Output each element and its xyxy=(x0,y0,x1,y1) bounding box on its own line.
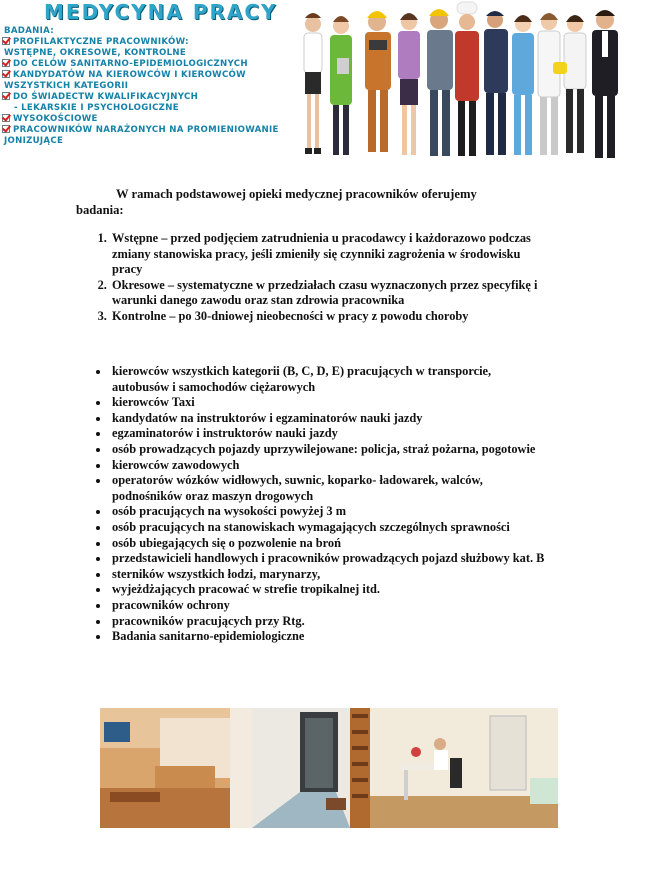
banner-list-item-label: WYSOKOŚCIOWE xyxy=(13,114,98,124)
checkmark-icon xyxy=(2,92,10,100)
banner-list-item xyxy=(2,114,279,125)
checkmark-icon xyxy=(2,114,10,122)
banner-list-item-label: BADANIA: xyxy=(4,26,55,36)
banner-list-item-label: JONIZUJĄCE xyxy=(4,136,64,146)
worker-group-item: • pracowników pracujących przy Rtg. xyxy=(110,614,550,630)
banner-list-item xyxy=(2,136,279,147)
banner-list-item xyxy=(2,92,279,103)
checkmark-icon xyxy=(2,125,10,133)
banner-list-item xyxy=(2,103,279,114)
exam-type-item: 1. Wstępne – przed podjęciem zatrudnienia u pracodawcy i każdorazowo podczas zmiany stanowiska pracy, jeśli zmieniły się czynniki zagrożenia w środowisku pracy xyxy=(110,231,550,278)
banner-text-panel xyxy=(0,0,300,172)
exam-types-list xyxy=(76,231,550,325)
clinic-interior-photos xyxy=(100,708,558,828)
banner-list-item-label: WSTĘPNE, OKRESOWE, KONTROLNE xyxy=(4,48,187,58)
worker-group-item: • osób pracujących na stanowiskach wymagających szczególnych sprawności xyxy=(110,520,550,536)
exam-type-item: 3. Kontrolne – po 30-dniowej nieobecności w pracy z powodu choroby xyxy=(110,309,550,325)
worker-group-item: • kandydatów na instruktorów i egzaminatorów nauki jazdy xyxy=(110,411,550,427)
banner-list-item-label: WSZYSTKICH KATEGORII xyxy=(4,81,129,91)
worker-group-item: • pracowników ochrony xyxy=(110,598,550,614)
banner-list-item-label: KANDYDATÓW NA KIEROWCÓW I KIEROWCÓW xyxy=(13,70,246,80)
exam-type-item: 2. Okresowe – systematyczne w przedziałach czasu wyznaczonych przez specyfikę i warunki danego zawodu oraz stan zdrowia pracownika xyxy=(110,278,550,309)
banner-title: MEDYCYNA PRACY xyxy=(44,0,278,24)
banner-services-list xyxy=(2,26,279,147)
worker-group-item: • przedstawicieli handlowych i pracowników prowadzących pojazd służbowy kat. B xyxy=(110,551,550,567)
worker-group-item: • kierowców Taxi xyxy=(110,395,550,411)
banner-list-item xyxy=(2,48,279,59)
worker-groups-list xyxy=(76,364,550,645)
worker-group-item: • osób ubiegających się o pozwolenie na broń xyxy=(110,536,550,552)
banner-list-item xyxy=(2,70,279,81)
worker-group-item: • osób pracujących na wysokości powyżej 3 m xyxy=(110,504,550,520)
banner-list-item-label: PROFILAKTYCZNE PRACOWNIKÓW: xyxy=(13,37,189,47)
worker-group-item: • kierowców wszystkich kategorii (B, C, D, E) pracujących w transporcie, autobusów i samochodów ciężarowych xyxy=(110,364,550,395)
worker-group-item: • sterników wszystkich łodzi, marynarzy, xyxy=(110,567,550,583)
corridor-door-photo xyxy=(252,708,350,828)
intro-paragraph: W ramach podstawowej opieki medycznej pracowników oferujemy badania: xyxy=(76,187,477,217)
worker-group-item: • operatorów wózków widłowych, suwnic, koparko- ładowarek, walców, podnośników oraz maszyn drogowych xyxy=(110,473,550,504)
checkmark-icon xyxy=(2,37,10,45)
workers-group-illustration xyxy=(285,0,672,172)
shelves-photo xyxy=(350,708,370,828)
doctor-office-photo xyxy=(370,708,558,828)
checkmark-icon xyxy=(2,59,10,67)
banner-list-item xyxy=(2,125,279,136)
banner-list-item xyxy=(2,37,279,48)
banner-list-item-label: PRACOWNIKÓW NARAŻONYCH NA PROMIENIOWANIE xyxy=(13,125,279,135)
banner-list-item xyxy=(2,59,279,70)
banner-list-item xyxy=(2,81,279,92)
worker-group-item: • kierowców zawodowych xyxy=(110,458,550,474)
banner-list-item-label: DO ŚWIADECTW KWALIFIKACYJNYCH xyxy=(13,92,199,102)
header-banner xyxy=(0,0,672,172)
worker-group-item: • egzaminatorów i instruktorów nauki jazdy xyxy=(110,426,550,442)
worker-group-item: • osób prowadzących pojazdy uprzywilejowane: policja, straż pożarna, pogotowie xyxy=(110,442,550,458)
banner-list-item-label: - LEKARSKIE I PSYCHOLOGICZNE xyxy=(14,103,179,113)
worker-group-item: • Badania sanitarno-epidemiologiczne xyxy=(110,629,550,645)
worker-group-item: • wyjeżdżających pracować w strefie tropikalnej itd. xyxy=(110,582,550,598)
banner-list-item-label: DO CELÓW SANITARNO-EPIDEMIOLOGICZNYCH xyxy=(13,59,248,69)
checkmark-icon xyxy=(2,70,10,78)
banner-list-item xyxy=(2,26,279,37)
corridor-reception-photo xyxy=(100,708,252,828)
